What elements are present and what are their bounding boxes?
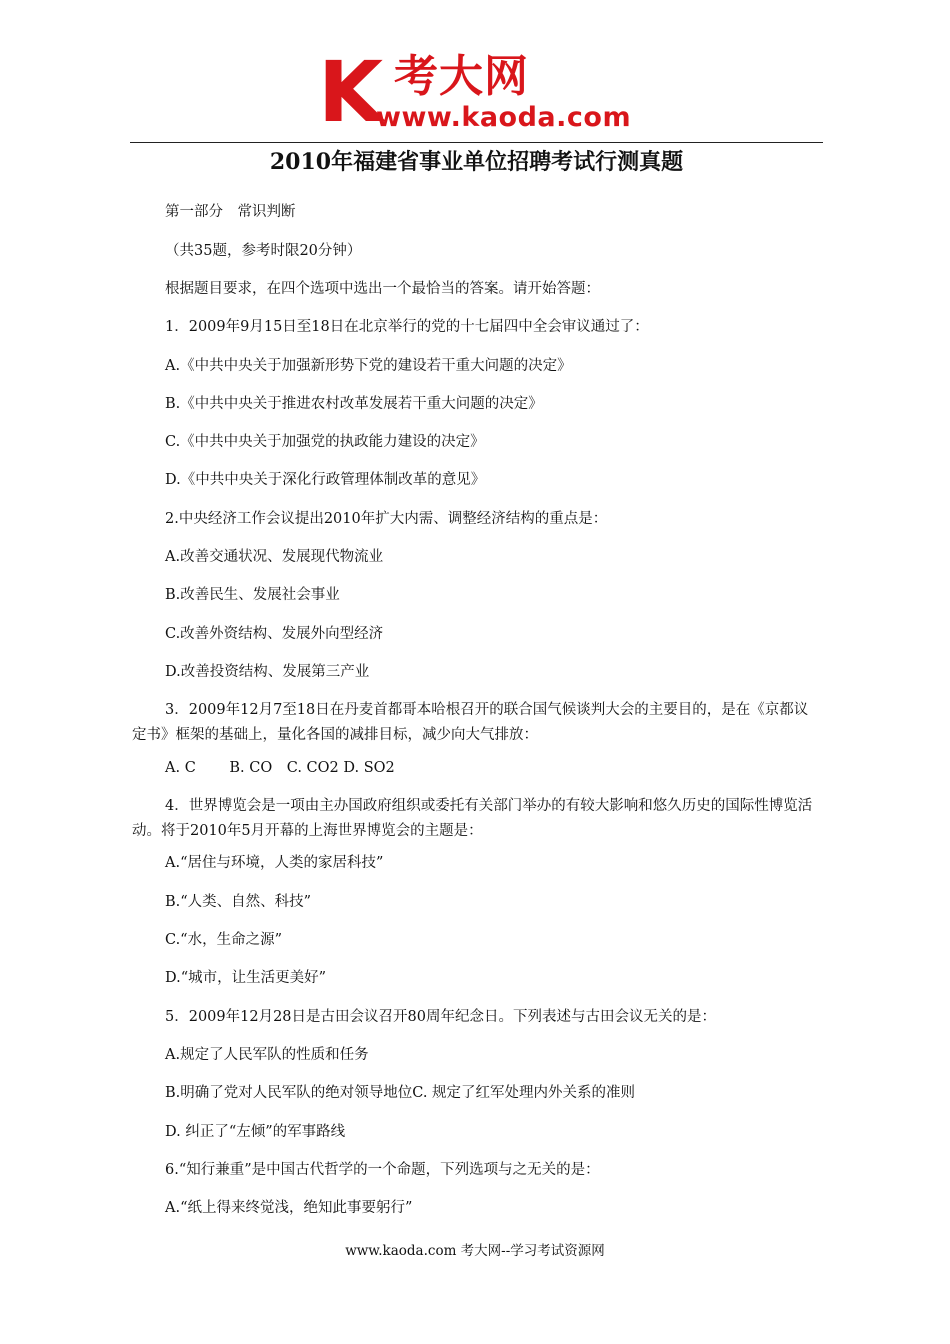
page-footer: www.kaoda.com 考大网--学习考试资源网: [345, 1243, 605, 1259]
document-title: 2010年福建省事业单位招聘考试行测真题: [269, 149, 684, 175]
q1-option-c: C.《中共中央关于加强党的执政能力建设的决定》: [165, 434, 485, 450]
section-heading: 第一部分 常识判断: [165, 204, 296, 220]
q1-option-b: B.《中共中央关于推进农村改革发展若干重大问题的决定》: [165, 396, 543, 412]
q2-option-a: A.改善交通状况、发展现代物流业: [165, 549, 384, 565]
q4-option-b: B.“人类、自然、科技”: [165, 894, 312, 910]
q4-option-d: D.“城市，让生活更美好”: [165, 970, 327, 986]
q3-options: A. C B. CO C. CO2 D. SO2: [165, 760, 395, 776]
q5-option-d: D. 纠正了“左倾”的军事路线: [165, 1124, 346, 1140]
question-4: 4．世界博览会是一项由主办国政府组织或委托有关部门举办的有较大影响和悠久历史的国际性博览活动。将于2010年5月开幕的上海世界博览会的主题是：: [132, 798, 813, 839]
q6-option-a: A.“纸上得来终觉浅，绝知此事要躬行”: [165, 1200, 413, 1216]
question-3: 3．2009年12月7至18日在丹麦首都哥本哈根召开的联合国气候谈判大会的主要目的，是在《京都议定书》框架的基础上，量化各国的减排目标，减少向大气排放：: [132, 702, 809, 743]
logo-site-name: 考大网: [394, 51, 529, 102]
q2-option-b: B.改善民生、发展社会事业: [165, 587, 340, 603]
q4-option-c: C.“水，生命之源”: [165, 932, 283, 948]
q1-option-d: D.《中共中央关于深化行政管理体制改革的意见》: [165, 472, 486, 488]
q2-option-d: D.改善投资结构、发展第三产业: [165, 664, 370, 680]
question-5: 5．2009年12月28日是古田会议召开80周年纪念日。下列表述与古田会议无关的是：: [165, 1009, 716, 1025]
header-rule: [130, 142, 823, 143]
logo-k-letter: K: [318, 43, 384, 141]
kaoda-logo: [318, 44, 648, 140]
question-2: 2.中央经济工作会议提出2010年扩大内需、调整经济结构的重点是：: [165, 511, 608, 527]
q5-option-a: A.规定了人民军队的性质和任务: [165, 1047, 369, 1063]
question-1: 1．2009年9月15日至18日在北京举行的党的十七届四中全会审议通过了：: [165, 319, 649, 335]
section-note: （共35题，参考时限20分钟）: [165, 243, 362, 259]
logo-url: www.kaoda.com: [376, 102, 632, 133]
question-6: 6.“知行兼重”是中国古代哲学的一个命题，下列选项与之无关的是：: [165, 1162, 600, 1178]
q5-option-b-c: B.明确了党对人民军队的绝对领导地位C. 规定了红军处理内外关系的准则: [165, 1085, 636, 1101]
q4-option-a: A.“居住与环境，人类的家居科技”: [165, 855, 384, 871]
q2-option-c: C.改善外资结构、发展外向型经济: [165, 626, 384, 642]
q1-option-a: A.《中共中央关于加强新形势下党的建设若干重大问题的决定》: [165, 358, 572, 374]
instructions: 根据题目要求，在四个选项中选出一个最恰当的答案。请开始答题：: [165, 281, 600, 297]
